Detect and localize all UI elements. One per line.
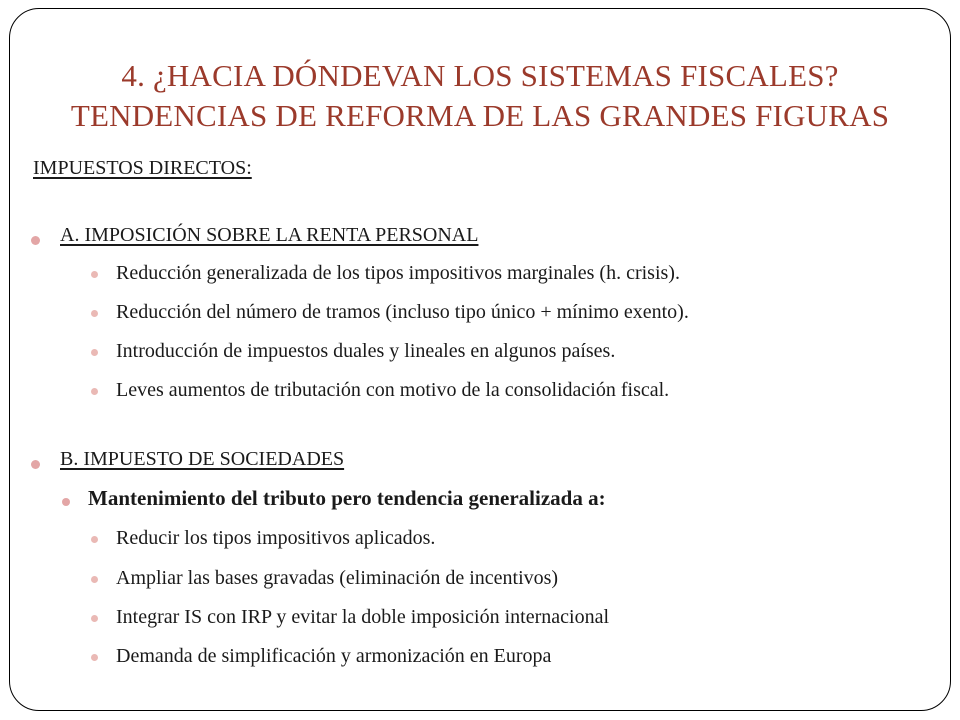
list-item: Demanda de simplificación y armonización en Europa [116,645,552,667]
list-item: Reducción del número de tramos (incluso tipo único + mínimo exento). [116,301,689,323]
slide-title-line1: 4. ¿HACIA DÓNDEVAN LOS SISTEMAS FISCALES? [121,58,839,93]
bullet-icon [31,236,40,245]
bullet-icon [91,536,98,543]
list-item: Introducción de impuestos duales y lineales en algunos países. [116,340,616,362]
section-a-heading-text: A. IMPOSICIÓN SOBRE LA RENTA PERSONAL [60,224,479,246]
section-a-heading [60,224,478,247]
bullet-icon [91,271,98,278]
bullet-icon [62,498,70,506]
bullet-icon [91,654,98,661]
list-item: Integrar IS con IRP y evitar la doble imposición internacional [116,606,610,628]
list-item: Ampliar las bases gravadas (eliminación de incentivos) [116,567,559,589]
list-item: Leves aumentos de tributación con motivo de la consolidación fiscal. [116,379,670,401]
section-heading: IMPUESTOS DIRECTOS: [33,157,252,179]
bullet-icon [91,615,98,622]
bullet-icon [91,349,98,356]
bullet-icon [91,576,98,583]
section-b-heading [60,448,344,471]
bullet-icon [31,460,40,469]
bullet-icon [91,388,98,395]
list-item: Reducir los tipos impositivos aplicados. [116,527,436,549]
bullet-icon [91,310,98,317]
section-b-subheading: Mantenimiento del tributo pero tendencia generalizada a: [88,486,606,510]
slide-title [0,56,960,136]
section-b-heading-text: B. IMPUESTO DE SOCIEDADES [60,448,345,470]
list-item: Reducción generalizada de los tipos impositivos marginales (h. crisis). [116,262,680,284]
slide-title-line2: TENDENCIAS DE REFORMA DE LAS GRANDES FIGURAS [70,98,890,133]
